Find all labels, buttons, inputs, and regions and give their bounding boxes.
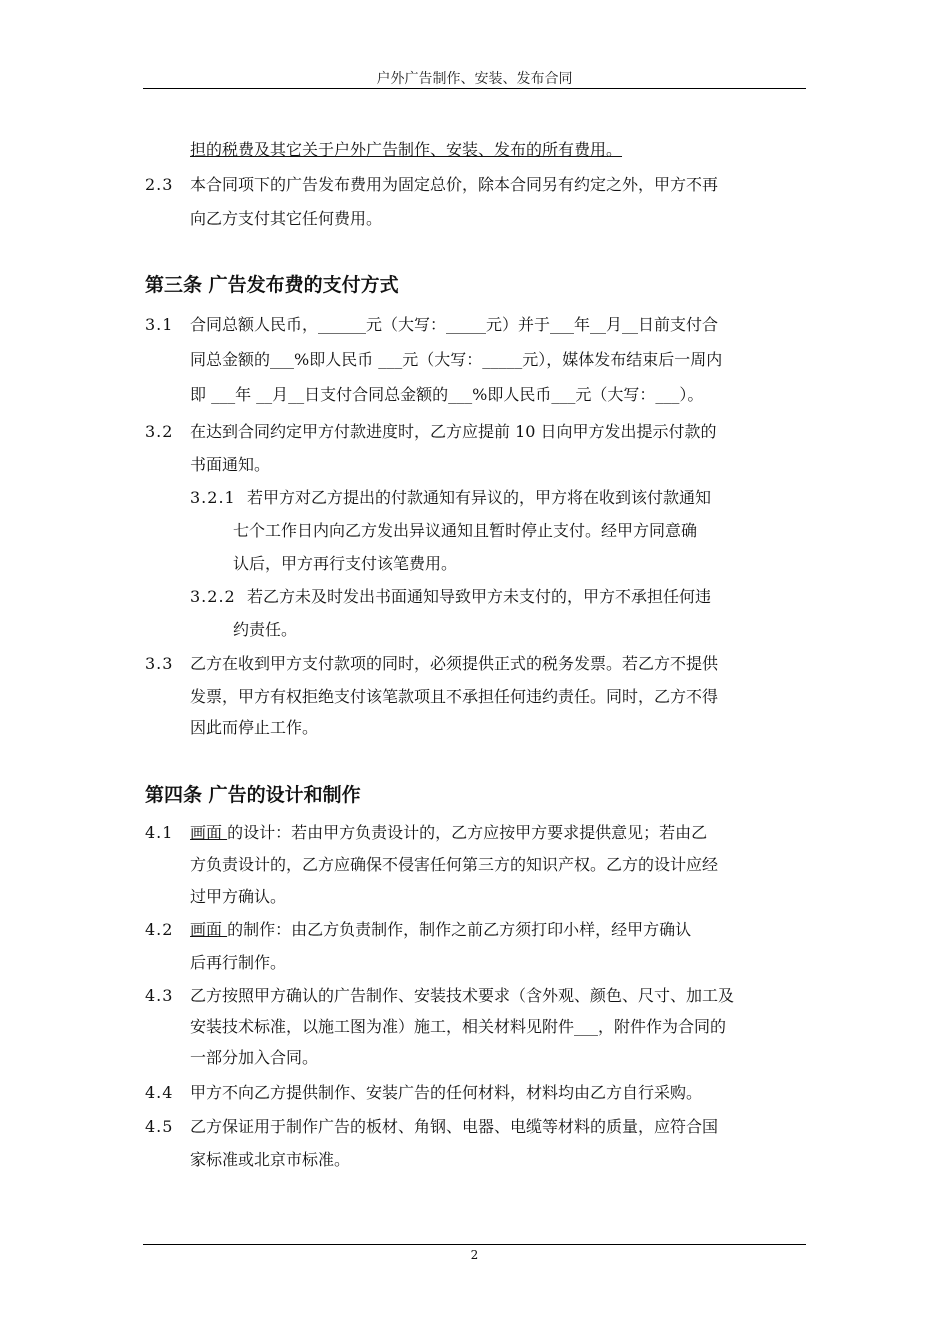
clause-number: 3.2.2 — [190, 587, 236, 606]
clause-text: 乙方保证用于制作广告的板材、角钢、电器、电缆等材料的质量，应符合国 — [190, 1117, 719, 1136]
clause-text: 甲方不向乙方提供制作、安装广告的任何材料，材料均由乙方自行采购。 — [190, 1083, 703, 1102]
blank-field: 画面 — [190, 823, 228, 842]
clause-number: 4.2 — [145, 920, 174, 939]
clause-text: 若甲方对乙方提出的付款通知有异议的，甲方将在收到该付款通知 — [247, 488, 712, 507]
blank-field: 画面 — [190, 920, 228, 939]
intro-line: 担的税费及其它关于户外广告制作、安装、发布的所有费用。 — [190, 140, 623, 159]
clause-number: 4.1 — [145, 823, 174, 842]
clause-text — [190, 822, 707, 844]
clause-text: 一部分加入合同。 — [190, 1048, 319, 1067]
clause-text: 合同总额人民币，______元（大写：_____元）并于___年__月__日前支付合 — [190, 315, 719, 334]
clause-text: 同总金额的___%即人民币 ___元（大写：_____元），媒体发布结束后一周内 — [190, 350, 723, 369]
header-rule — [143, 88, 806, 89]
clause-number: 3.3 — [145, 654, 174, 673]
clause-number: 3.1 — [145, 315, 174, 334]
clause-text: 认后，甲方再行支付该笔费用。 — [233, 554, 458, 573]
page-number: 2 — [470, 1248, 479, 1262]
clause-text: 约责任。 — [233, 620, 298, 639]
article-4-heading: 第四条 广告的设计和制作 — [145, 784, 361, 806]
clause-text: 向乙方支付其它任何费用。 — [190, 209, 383, 228]
article-3-heading: 第三条 广告发布费的支付方式 — [145, 274, 399, 296]
clause-text: 七个工作日内向乙方发出异议通知且暂时停止支付。经甲方同意确 — [233, 521, 698, 540]
clause-number: 2.3 — [145, 175, 174, 194]
clause-text: 家标准或北京市标准。 — [190, 1150, 351, 1169]
clause-text: 在达到合同约定甲方付款进度时，乙方应提前 10 日向甲方发出提示付款的 — [190, 422, 717, 441]
clause-text-rest: 的设计：若由甲方负责设计的，乙方应按甲方要求提供意见；若由乙 — [227, 823, 708, 842]
clause-text: 本合同项下的广告发布费用为固定总价，除本合同另有约定之外，甲方不再 — [190, 175, 719, 194]
clause-text — [190, 919, 691, 941]
clause-number: 4.3 — [145, 986, 174, 1005]
clause-text: 过甲方确认。 — [190, 887, 287, 906]
clause-text-rest: 的制作：由乙方负责制作，制作之前乙方须打印小样，经甲方确认 — [227, 920, 692, 939]
header-title: 户外广告制作、安装、发布合同 — [376, 71, 573, 87]
clause-text: 乙方在收到甲方支付款项的同时，必须提供正式的税务发票。若乙方不提供 — [190, 654, 719, 673]
clause-text: 发票，甲方有权拒绝支付该笔款项且不承担任何违约责任。同时，乙方不得 — [190, 687, 719, 706]
clause-text: 因此而停止工作。 — [190, 718, 319, 737]
clause-text: 方负责设计的，乙方应确保不侵害任何第三方的知识产权。乙方的设计应经 — [190, 855, 719, 874]
clause-number: 3.2 — [145, 422, 174, 441]
clause-text: 安装技术标准，以施工图为准）施工，相关材料见附件___，附件作为合同的 — [190, 1017, 727, 1036]
clause-number: 3.2.1 — [190, 488, 236, 507]
clause-number: 4.4 — [145, 1083, 174, 1102]
clause-text: 后再行制作。 — [190, 953, 287, 972]
clause-text: 即 ___年 __月__日支付合同总金额的___%即人民币___元（大写：___）。 — [190, 385, 704, 404]
clause-text: 书面通知。 — [190, 455, 271, 474]
footer-rule — [143, 1244, 806, 1245]
clause-text: 乙方按照甲方确认的广告制作、安装技术要求（含外观、颜色、尺寸、加工及 — [190, 986, 735, 1005]
clause-number: 4.5 — [145, 1117, 174, 1136]
clause-text: 若乙方未及时发出书面通知导致甲方未支付的，甲方不承担任何违 — [247, 587, 712, 606]
